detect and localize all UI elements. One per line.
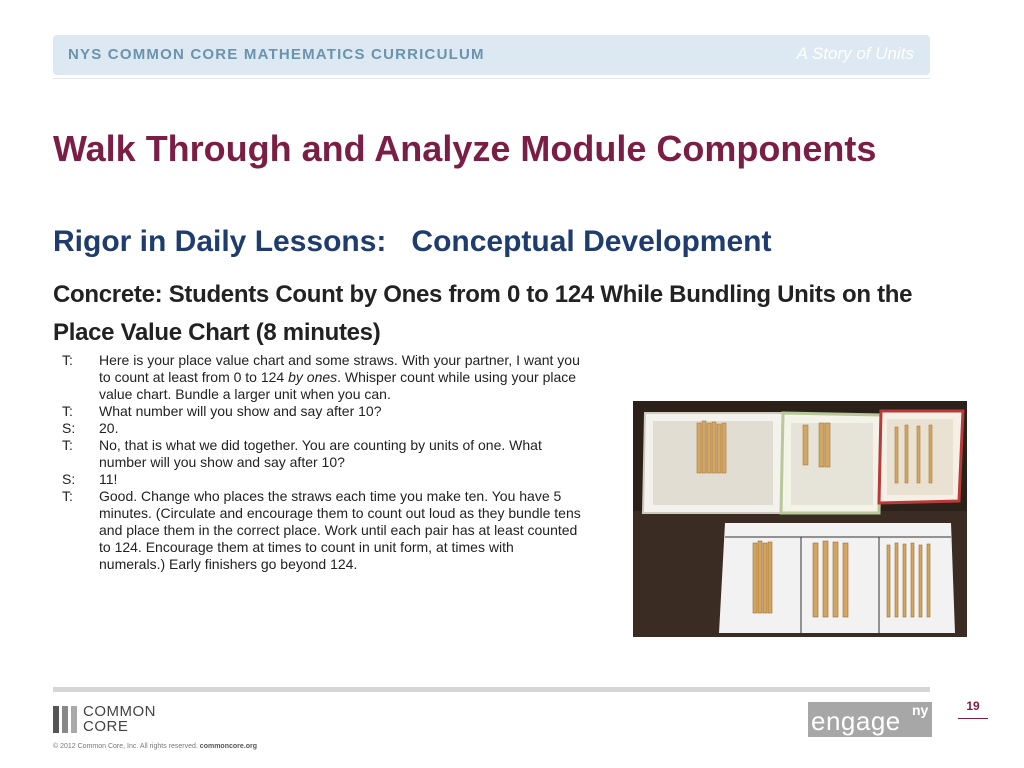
engageny-logo (808, 702, 932, 737)
copyright (53, 743, 257, 750)
common-core-bars-icon (53, 706, 77, 733)
speech-text: Good. Change who places the straws each time you make ten. You have 5 minutes. (Circulate and encourage them to count out loud as they bundle tens and place them in the correct place. Work until each pair has at least counted to 124. Encourage them at times to count in unit form, at times with numerals.) Early finishers go beyond 124. (99, 488, 581, 572)
dialog-turn (62, 420, 582, 437)
slide-subtitle: Rigor in Daily Lessons: Conceptual Development (53, 225, 772, 258)
logo-line-1: COMMON (83, 703, 156, 720)
speaker-label: T: (62, 352, 73, 368)
speech-text: Here is your place value chart and some straws. With your partner, I want you to count at least from 0 to 124 by ones. Whisper count while using your place value chart. Bundle a larger unit when you can. (99, 352, 580, 402)
engage-text: engage (811, 706, 901, 736)
story-label: A Story of Units (796, 44, 914, 63)
dialog-turn (62, 488, 582, 573)
speaker-label: T: (62, 403, 73, 419)
curriculum-label: NYS COMMON CORE MATHEMATICS CURRICULUM (68, 46, 485, 63)
speech-text: What number will you show and say after 10? (99, 403, 382, 419)
header-bar (53, 35, 930, 75)
speaker-label: T: (62, 437, 73, 453)
page-number-underline (958, 718, 988, 719)
common-core-logo (53, 704, 156, 734)
copyright-text: © 2012 Common Core, Inc. All rights reserved. (53, 743, 198, 750)
slide-title: Walk Through and Analyze Module Components (53, 128, 877, 169)
page-number: 19 (966, 699, 980, 713)
dialog-turn (62, 403, 582, 420)
speaker-label: S: (62, 420, 76, 436)
footer-divider (53, 687, 930, 692)
engage-ny-text: ny (912, 702, 929, 718)
speech-text: 20. (99, 420, 119, 436)
lesson-heading: Concrete: Students Count by Ones from 0 to 124 While Bundling Units on the Place Value Chart (8 minutes) (53, 281, 913, 346)
place-value-photo (633, 401, 967, 637)
dialog-turn (62, 471, 582, 488)
speaker-label: S: (62, 471, 76, 487)
straw-bundles-illustration (633, 401, 967, 637)
speech-text: No, that is what we did together. You are counting by units of one. What number will you show and say after 10? (99, 437, 542, 470)
header-divider (53, 78, 930, 79)
logo-line-2: CORE (83, 718, 129, 735)
dialog-turn (62, 352, 582, 403)
lesson-dialog (62, 352, 582, 573)
speech-text: 11! (99, 471, 118, 487)
dialog-turn (62, 437, 582, 471)
speaker-label: T: (62, 488, 73, 504)
copyright-site: commoncore.org (199, 743, 257, 750)
